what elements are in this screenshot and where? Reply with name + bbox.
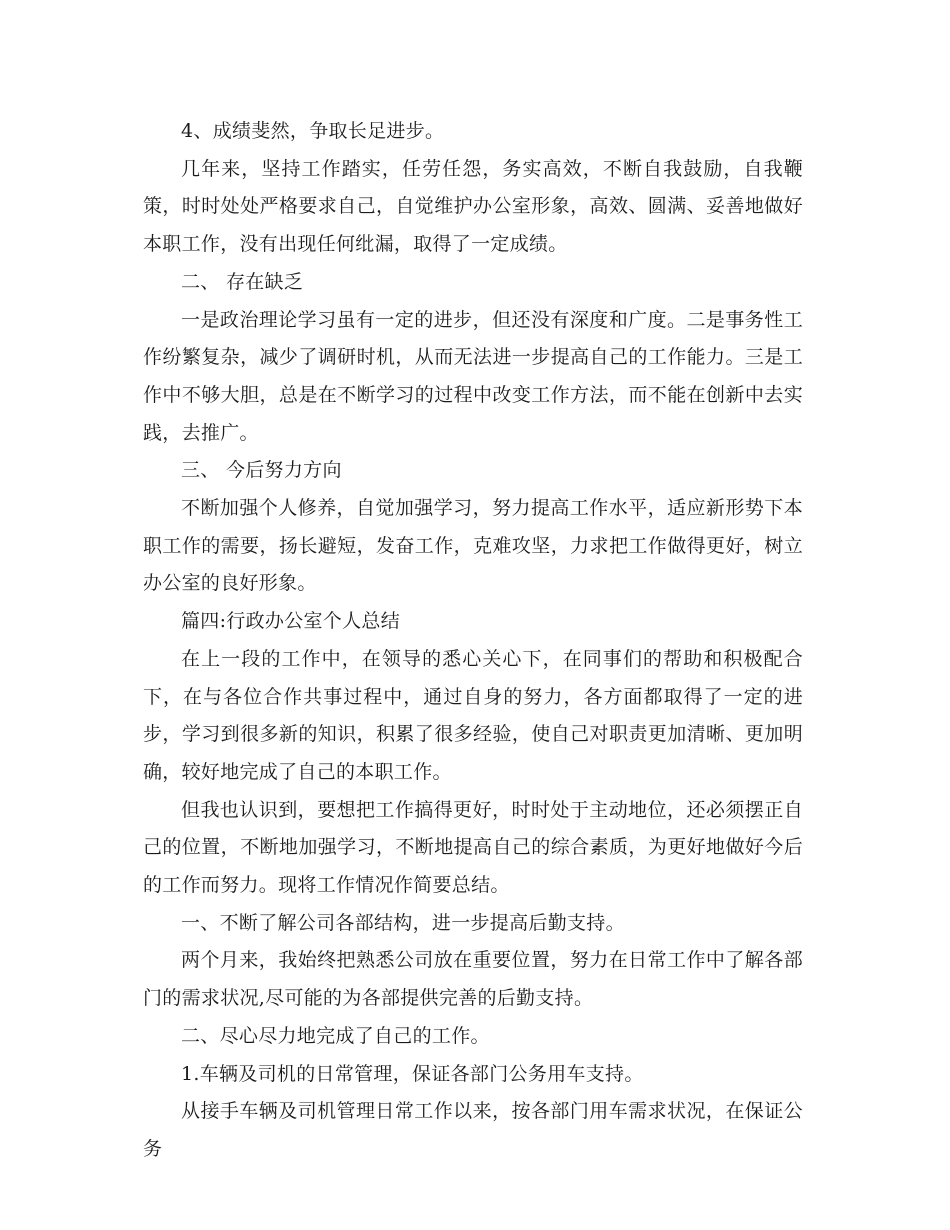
paragraph-section-one-heading: 一、不断了解公司各部结构，进一步提高后勤支持。 xyxy=(181,911,625,934)
paragraph-achievement-body: 几年来，坚持工作踏实，任劳任怨，务实高效，不断自我鼓励，自我鞭策，时时处处严格要求自己，自觉维护办公室形象，高效、圆满、妥善地做好本职工作，没有出现任何纰漏，取得了一定成绩。 xyxy=(143,157,803,256)
paragraph-vehicle-body: 从接手车辆及司机管理日常工作以来，按各部门用车需求状况，在保证公务 xyxy=(143,1100,803,1160)
paragraph-intro: 在上一段的工作中，在领导的悉心关心下，在同事们的帮助和积极配合下，在与各位合作共事过程中，通过自身的努力，各方面都取得了一定的进步，学习到很多新的知识，积累了很多经验，使自己对职责更加清晰、更加明确，较好地完成了自己的本职工作。 xyxy=(143,647,803,783)
section-title-part-four: 篇四:行政办公室个人总结 xyxy=(181,610,401,633)
paragraph-section-one-body: 两个月来，我始终把熟悉公司放在重要位置，努力在日常工作中了解各部门的需求状况,尽可能的为各部提供完善的后勤支持。 xyxy=(143,949,803,1010)
document-body xyxy=(143,113,803,1169)
paragraph-reflection: 但我也认识到，要想把工作搞得更好，时时处于主动地位，还必须摆正自己的位置，不断地加强学习，不断地提高自己的综合素质，为更好地做好今后的工作而努力。现将工作情况作简要总结。 xyxy=(143,798,803,897)
paragraph-shortcomings-heading: 二、 存在缺乏 xyxy=(181,270,304,293)
paragraph-shortcomings-body: 一是政治理论学习虽有一定的进步，但还没有深度和广度。二是事务性工作纷繁复杂，减少了调研时机，从而无法进一步提高自己的工作能力。三是工作中不够大胆，总是在不断学习的过程中改变工作方法，而不能在创新中去实践，去推广。 xyxy=(143,308,803,444)
paragraph-future-body: 不断加强个人修养，自觉加强学习，努力提高工作水平，适应新形势下本职工作的需要，扬长避短，发奋工作，克难攻坚，力求把工作做得更好，树立办公室的良好形象。 xyxy=(143,497,803,595)
paragraph-section-two-heading: 二、尽心尽力地完成了自己的工作。 xyxy=(181,1024,490,1047)
paragraph-future-heading: 三、 今后努力方向 xyxy=(181,459,342,482)
paragraph-achievement-heading: 4、成绩斐然，争取长足进步。 xyxy=(181,120,445,142)
paragraph-vehicle-heading: 1.车辆及司机的日常管理，保证各部门公务用车支持。 xyxy=(181,1062,644,1085)
